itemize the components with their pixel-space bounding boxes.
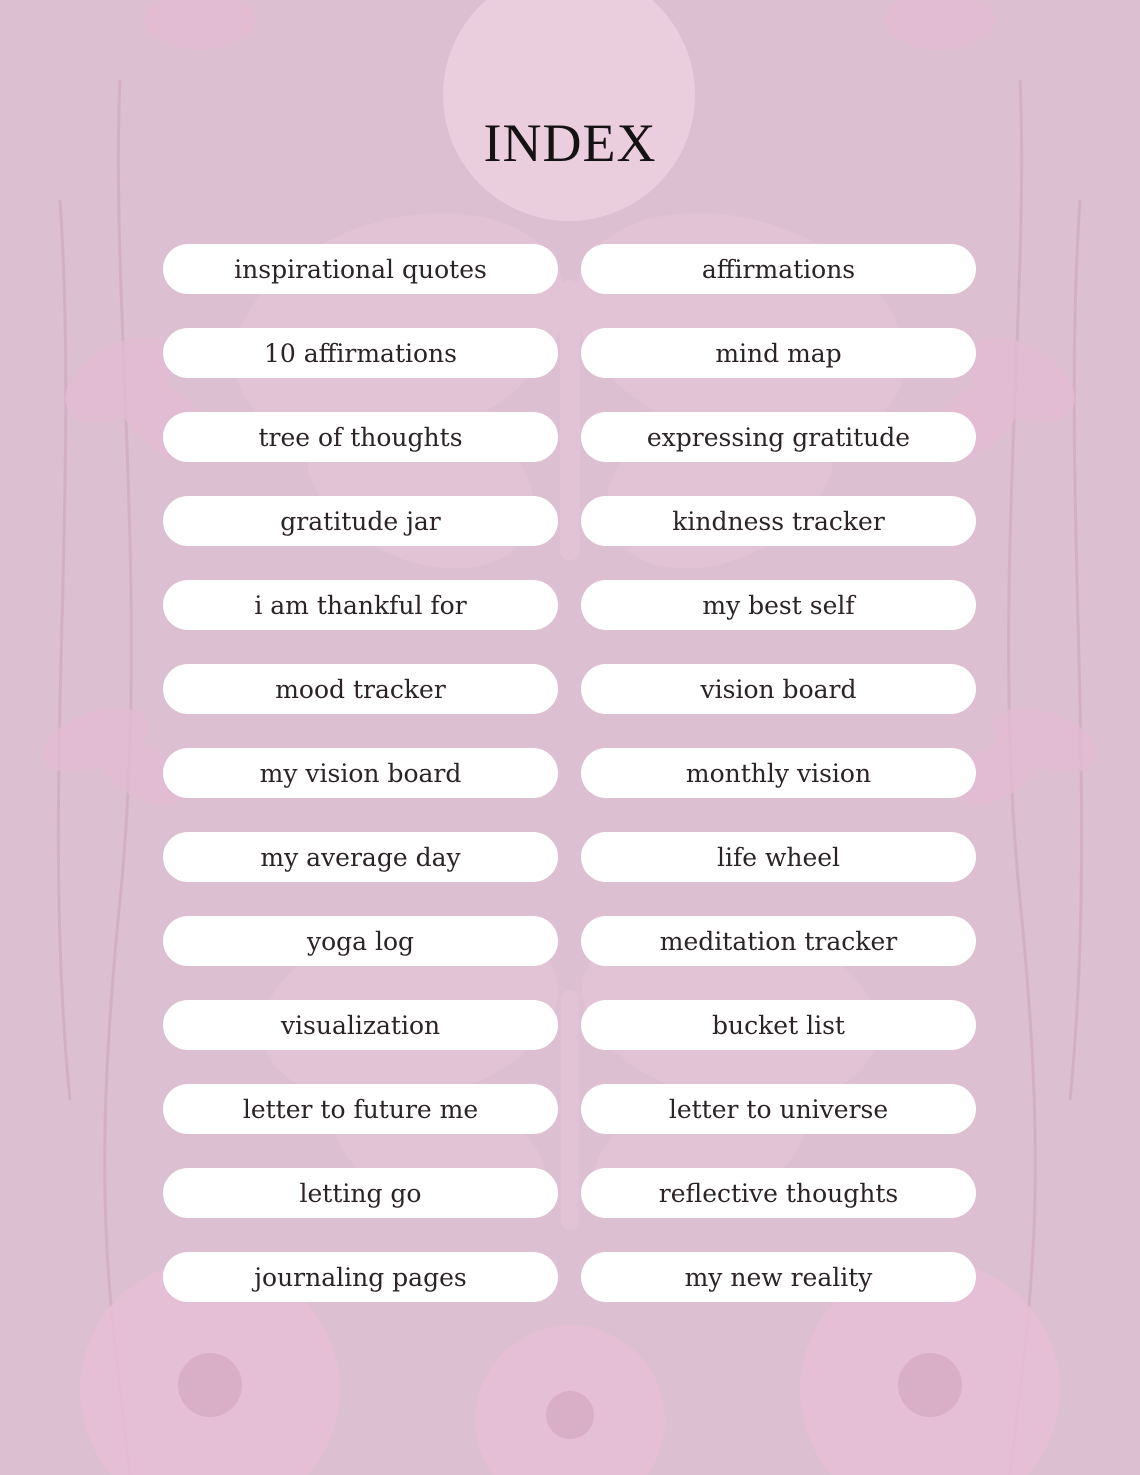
index-item-mind-map[interactable]: mind map: [581, 328, 976, 378]
index-item-10-affirmations[interactable]: 10 affirmations: [163, 328, 558, 378]
index-item-my-vision-board[interactable]: my vision board: [163, 748, 558, 798]
index-item-life-wheel[interactable]: life wheel: [581, 832, 976, 882]
index-item-meditation-tracker[interactable]: meditation tracker: [581, 916, 976, 966]
index-item-journaling-pages[interactable]: journaling pages: [163, 1252, 558, 1302]
index-item-gratitude-jar[interactable]: gratitude jar: [163, 496, 558, 546]
index-item-tree-of-thoughts[interactable]: tree of thoughts: [163, 412, 558, 462]
index-item-letting-go[interactable]: letting go: [163, 1168, 558, 1218]
index-item-yoga-log[interactable]: yoga log: [163, 916, 558, 966]
index-item-my-best-self[interactable]: my best self: [581, 580, 976, 630]
index-item-monthly-vision[interactable]: monthly vision: [581, 748, 976, 798]
index-item-mood-tracker[interactable]: mood tracker: [163, 664, 558, 714]
index-item-reflective-thoughts[interactable]: reflective thoughts: [581, 1168, 976, 1218]
page-title: INDEX: [483, 113, 657, 173]
index-item-letter-to-future-me[interactable]: letter to future me: [163, 1084, 558, 1134]
index-item-vision-board[interactable]: vision board: [581, 664, 976, 714]
moon-illustration: [443, 0, 695, 221]
index-item-bucket-list[interactable]: bucket list: [581, 1000, 976, 1050]
index-item-inspirational-quotes[interactable]: inspirational quotes: [163, 244, 558, 294]
index-item-i-am-thankful-for[interactable]: i am thankful for: [163, 580, 558, 630]
index-item-visualization[interactable]: visualization: [163, 1000, 558, 1050]
index-item-kindness-tracker[interactable]: kindness tracker: [581, 496, 976, 546]
index-grid: [163, 244, 976, 1302]
index-item-my-average-day[interactable]: my average day: [163, 832, 558, 882]
index-item-expressing-gratitude[interactable]: expressing gratitude: [581, 412, 976, 462]
index-item-letter-to-universe[interactable]: letter to universe: [581, 1084, 976, 1134]
index-item-affirmations[interactable]: affirmations: [581, 244, 976, 294]
index-item-my-new-reality[interactable]: my new reality: [581, 1252, 976, 1302]
